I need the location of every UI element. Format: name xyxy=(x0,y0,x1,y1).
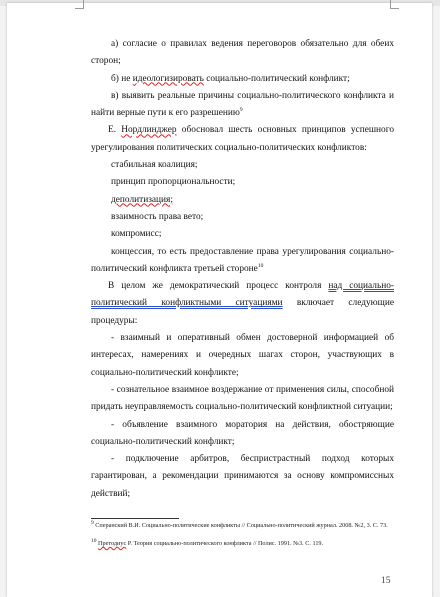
spellcheck-underlined-word[interactable]: деполитизация; xyxy=(111,194,173,205)
procedure-item: - взаимный и оперативный обмен достоверной информацией об интересах, намерениях и очередных шагах сторон, участвующих в социально-политический конфликте; xyxy=(91,333,394,378)
footnote-separator xyxy=(91,518,179,519)
list-item: взаимность права вето; xyxy=(111,211,204,222)
procedure-item: - подключение арбитров, беспристрастный подход которых гарантирован, а рекомендации принимаются за основу компромиссных действий; xyxy=(91,454,394,499)
footnote: $^9$ Сперанский В.И. Социально-политические конфликты // Социально-политический журнал. 2008. №2, 3. С. 73. xyxy=(91,519,388,529)
spellcheck-underlined-word[interactable]: Нордлинджер xyxy=(121,125,177,136)
list-item xyxy=(91,192,394,209)
paragraph: а) согласие о правилах ведения переговоров обязательно для обеих сторон; xyxy=(91,39,394,67)
page-number: 15 xyxy=(381,576,391,586)
margin-corner-mark-top-left xyxy=(75,0,84,9)
paragraph: в) выявить реальные причины социально-политического конфликта и найти верные пути к его разрешению$^9$ xyxy=(91,90,394,119)
footnote: $^{10}$ Претодиус Р. Теория социально-политического конфликта // Полис. 1991. №3. С. 119. xyxy=(91,537,324,547)
procedure-item: - сознательное взаимное воздержание от применения силы, способной придать неуправляемость социально-политический конфликтной ситуации; xyxy=(91,384,394,413)
footnote-ref[interactable]: 10 xyxy=(257,262,264,269)
paragraph: Е. Нордлинджер обосновал шесть основных принципов успешного урегулирования политических социально-политических конфликтов: xyxy=(91,125,394,153)
body-text xyxy=(91,36,394,503)
document-page xyxy=(7,3,432,597)
list-item: концессия, то есть предоставление права урегулирования социально-политический конфликта третьей стороне$^{10}$ xyxy=(91,246,394,274)
grammar-underlined-phrase[interactable]: над социально-политический конфликтными ситуациями xyxy=(91,281,394,309)
spellcheck-underlined-word[interactable]: Претодиус xyxy=(98,540,127,547)
paragraph: В целом же демократический процесс контроля над социально-политический конфликтными ситуациями включает следующие процедуры: xyxy=(91,281,394,326)
list-item: стабильная коалиция; xyxy=(111,160,198,171)
margin-corner-mark-top-right xyxy=(390,0,399,9)
footnote-ref[interactable]: 9 xyxy=(239,107,243,114)
list-item: принцип пропорциональности; xyxy=(111,177,236,188)
procedure-item: - объявление взаимного моратория на действия, обостряющие социально-политический конфликт; xyxy=(91,419,394,447)
paragraph: б) не идеологизировать социально-политический конфликт; xyxy=(111,73,350,84)
spellcheck-underlined-word[interactable]: идеологизировать xyxy=(132,73,204,84)
list-item: компромисс; xyxy=(111,229,162,240)
